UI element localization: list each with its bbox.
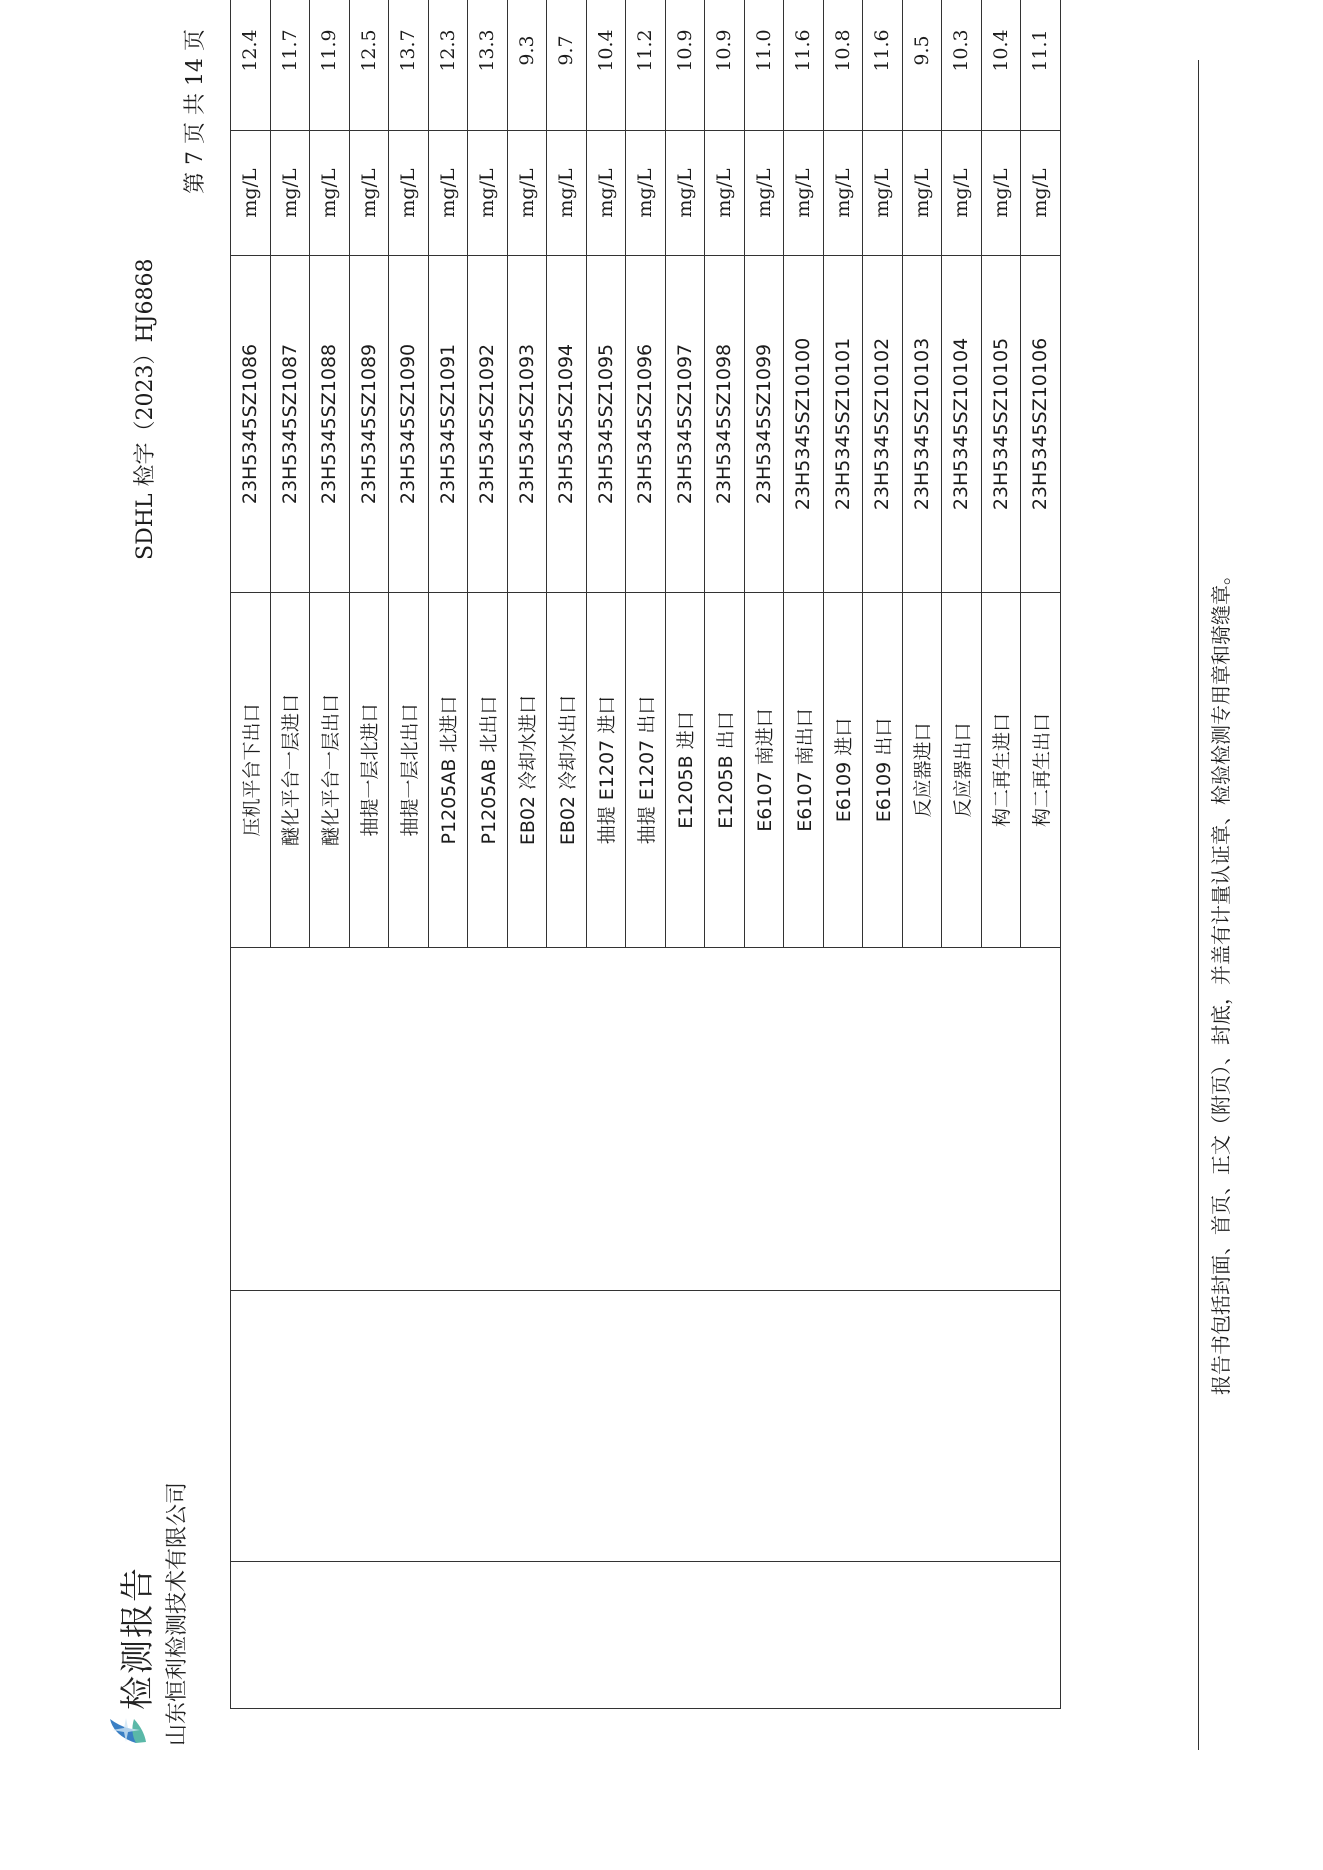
location-cell: 反应器进口 xyxy=(902,593,942,948)
location-cell: 抽提 E1207 进口 xyxy=(586,593,626,948)
sample-id-cell: 23H5345SZ10103 xyxy=(902,256,942,593)
location-cell: E6107 南出口 xyxy=(784,593,824,948)
location-cell: 压机平台下出口 xyxy=(231,593,271,948)
sample-id-cell: 23H5345SZ1098 xyxy=(705,256,745,593)
unit-cell: mg/L xyxy=(428,131,468,256)
sample-id-cell: 23H5345SZ10102 xyxy=(863,256,903,593)
location-cell: 反应器出口 xyxy=(942,593,982,948)
merged-empty-col-3 xyxy=(231,948,1061,1291)
footer-note: 报告书包括封面、首页、正文（附页）、封底，并盖有计量认证章、检验检测专用章和骑缝章。 xyxy=(1209,565,1233,1395)
report-title: 检测报告 xyxy=(118,1566,158,1710)
value-cell: 11.2 xyxy=(626,0,666,131)
value-cell: 11.9 xyxy=(310,0,350,131)
unit-cell: mg/L xyxy=(705,131,745,256)
sample-id-cell: 23H5345SZ1088 xyxy=(310,256,350,593)
unit-cell: mg/L xyxy=(231,131,271,256)
sample-id-cell: 23H5345SZ1092 xyxy=(468,256,508,593)
footer-divider xyxy=(1198,60,1199,1750)
report-code: SDHL 检字（2023）HJ6868 xyxy=(133,258,158,560)
unit-cell: mg/L xyxy=(1021,131,1061,256)
sample-id-cell: 23H5345SZ1093 xyxy=(507,256,547,593)
company-logo-icon xyxy=(106,1716,150,1746)
location-cell: 醚化平台一层出口 xyxy=(310,593,350,948)
sample-id-cell: 23H5345SZ1097 xyxy=(665,256,705,593)
value-cell: 11.6 xyxy=(784,0,824,131)
merged-empty-col-2 xyxy=(231,1291,1061,1562)
results-table xyxy=(230,0,1061,1709)
sample-id-cell: 23H5345SZ1096 xyxy=(626,256,666,593)
location-cell: E6109 出口 xyxy=(863,593,903,948)
value-cell: 11.7 xyxy=(270,0,310,131)
unit-cell: mg/L xyxy=(586,131,626,256)
sample-id-cell: 23H5345SZ1095 xyxy=(586,256,626,593)
sample-id-cell: 23H5345SZ10101 xyxy=(823,256,863,593)
value-cell: 10.9 xyxy=(705,0,745,131)
unit-cell: mg/L xyxy=(468,131,508,256)
unit-cell: mg/L xyxy=(823,131,863,256)
location-cell: 构二再生出口 xyxy=(1021,593,1061,948)
location-cell: EB02 冷却水出口 xyxy=(547,593,587,948)
sample-id-cell: 23H5345SZ1091 xyxy=(428,256,468,593)
unit-cell: mg/L xyxy=(784,131,824,256)
sample-id-cell: 23H5345SZ1089 xyxy=(349,256,389,593)
value-cell: 11.0 xyxy=(744,0,784,131)
value-cell: 11.1 xyxy=(1021,0,1061,131)
unit-cell: mg/L xyxy=(310,131,350,256)
location-cell: E6107 南进口 xyxy=(744,593,784,948)
sample-id-cell: 23H5345SZ1099 xyxy=(744,256,784,593)
sample-id-cell: 23H5345SZ1086 xyxy=(231,256,271,593)
sample-id-cell: 23H5345SZ10104 xyxy=(942,256,982,593)
value-cell: 13.3 xyxy=(468,0,508,131)
unit-cell: mg/L xyxy=(547,131,587,256)
value-cell: 13.7 xyxy=(389,0,429,131)
unit-cell: mg/L xyxy=(507,131,547,256)
sample-id-cell: 23H5345SZ10100 xyxy=(784,256,824,593)
location-cell: E1205B 进口 xyxy=(665,593,705,948)
sample-id-cell: 23H5345SZ10106 xyxy=(1021,256,1061,593)
location-cell: E6109 进口 xyxy=(823,593,863,948)
location-cell: 抽提一层北出口 xyxy=(389,593,429,948)
table-row xyxy=(231,0,271,1709)
value-cell: 10.4 xyxy=(586,0,626,131)
unit-cell: mg/L xyxy=(863,131,903,256)
sample-id-cell: 23H5345SZ1090 xyxy=(389,256,429,593)
unit-cell: mg/L xyxy=(626,131,666,256)
location-cell: 抽提 E1207 出口 xyxy=(626,593,666,948)
location-cell: 醚化平台一层进口 xyxy=(270,593,310,948)
location-cell: P1205AB 北出口 xyxy=(468,593,508,948)
sample-id-cell: 23H5345SZ1087 xyxy=(270,256,310,593)
unit-cell: mg/L xyxy=(902,131,942,256)
value-cell: 10.8 xyxy=(823,0,863,131)
location-cell: P1205AB 北进口 xyxy=(428,593,468,948)
value-cell: 9.7 xyxy=(547,0,587,131)
unit-cell: mg/L xyxy=(665,131,705,256)
unit-cell: mg/L xyxy=(981,131,1021,256)
sample-id-cell: 23H5345SZ1094 xyxy=(547,256,587,593)
merged-empty-col-1 xyxy=(231,1562,1061,1709)
unit-cell: mg/L xyxy=(744,131,784,256)
page-number: 第 7 页 共 14 页 xyxy=(183,29,208,194)
value-cell: 9.3 xyxy=(507,0,547,131)
company-name: 山东恒利检测技术有限公司 xyxy=(165,1481,190,1746)
sample-id-cell: 23H5345SZ10105 xyxy=(981,256,1021,593)
value-cell: 12.5 xyxy=(349,0,389,131)
value-cell: 12.4 xyxy=(231,0,271,131)
location-cell: E1205B 出口 xyxy=(705,593,745,948)
location-cell: EB02 冷却水进口 xyxy=(507,593,547,948)
value-cell: 10.3 xyxy=(942,0,982,131)
value-cell: 10.9 xyxy=(665,0,705,131)
unit-cell: mg/L xyxy=(942,131,982,256)
value-cell: 9.5 xyxy=(902,0,942,131)
unit-cell: mg/L xyxy=(270,131,310,256)
location-cell: 抽提一层北进口 xyxy=(349,593,389,948)
value-cell: 10.4 xyxy=(981,0,1021,131)
unit-cell: mg/L xyxy=(349,131,389,256)
value-cell: 11.6 xyxy=(863,0,903,131)
unit-cell: mg/L xyxy=(389,131,429,256)
value-cell: 12.3 xyxy=(428,0,468,131)
location-cell: 构二再生进口 xyxy=(981,593,1021,948)
